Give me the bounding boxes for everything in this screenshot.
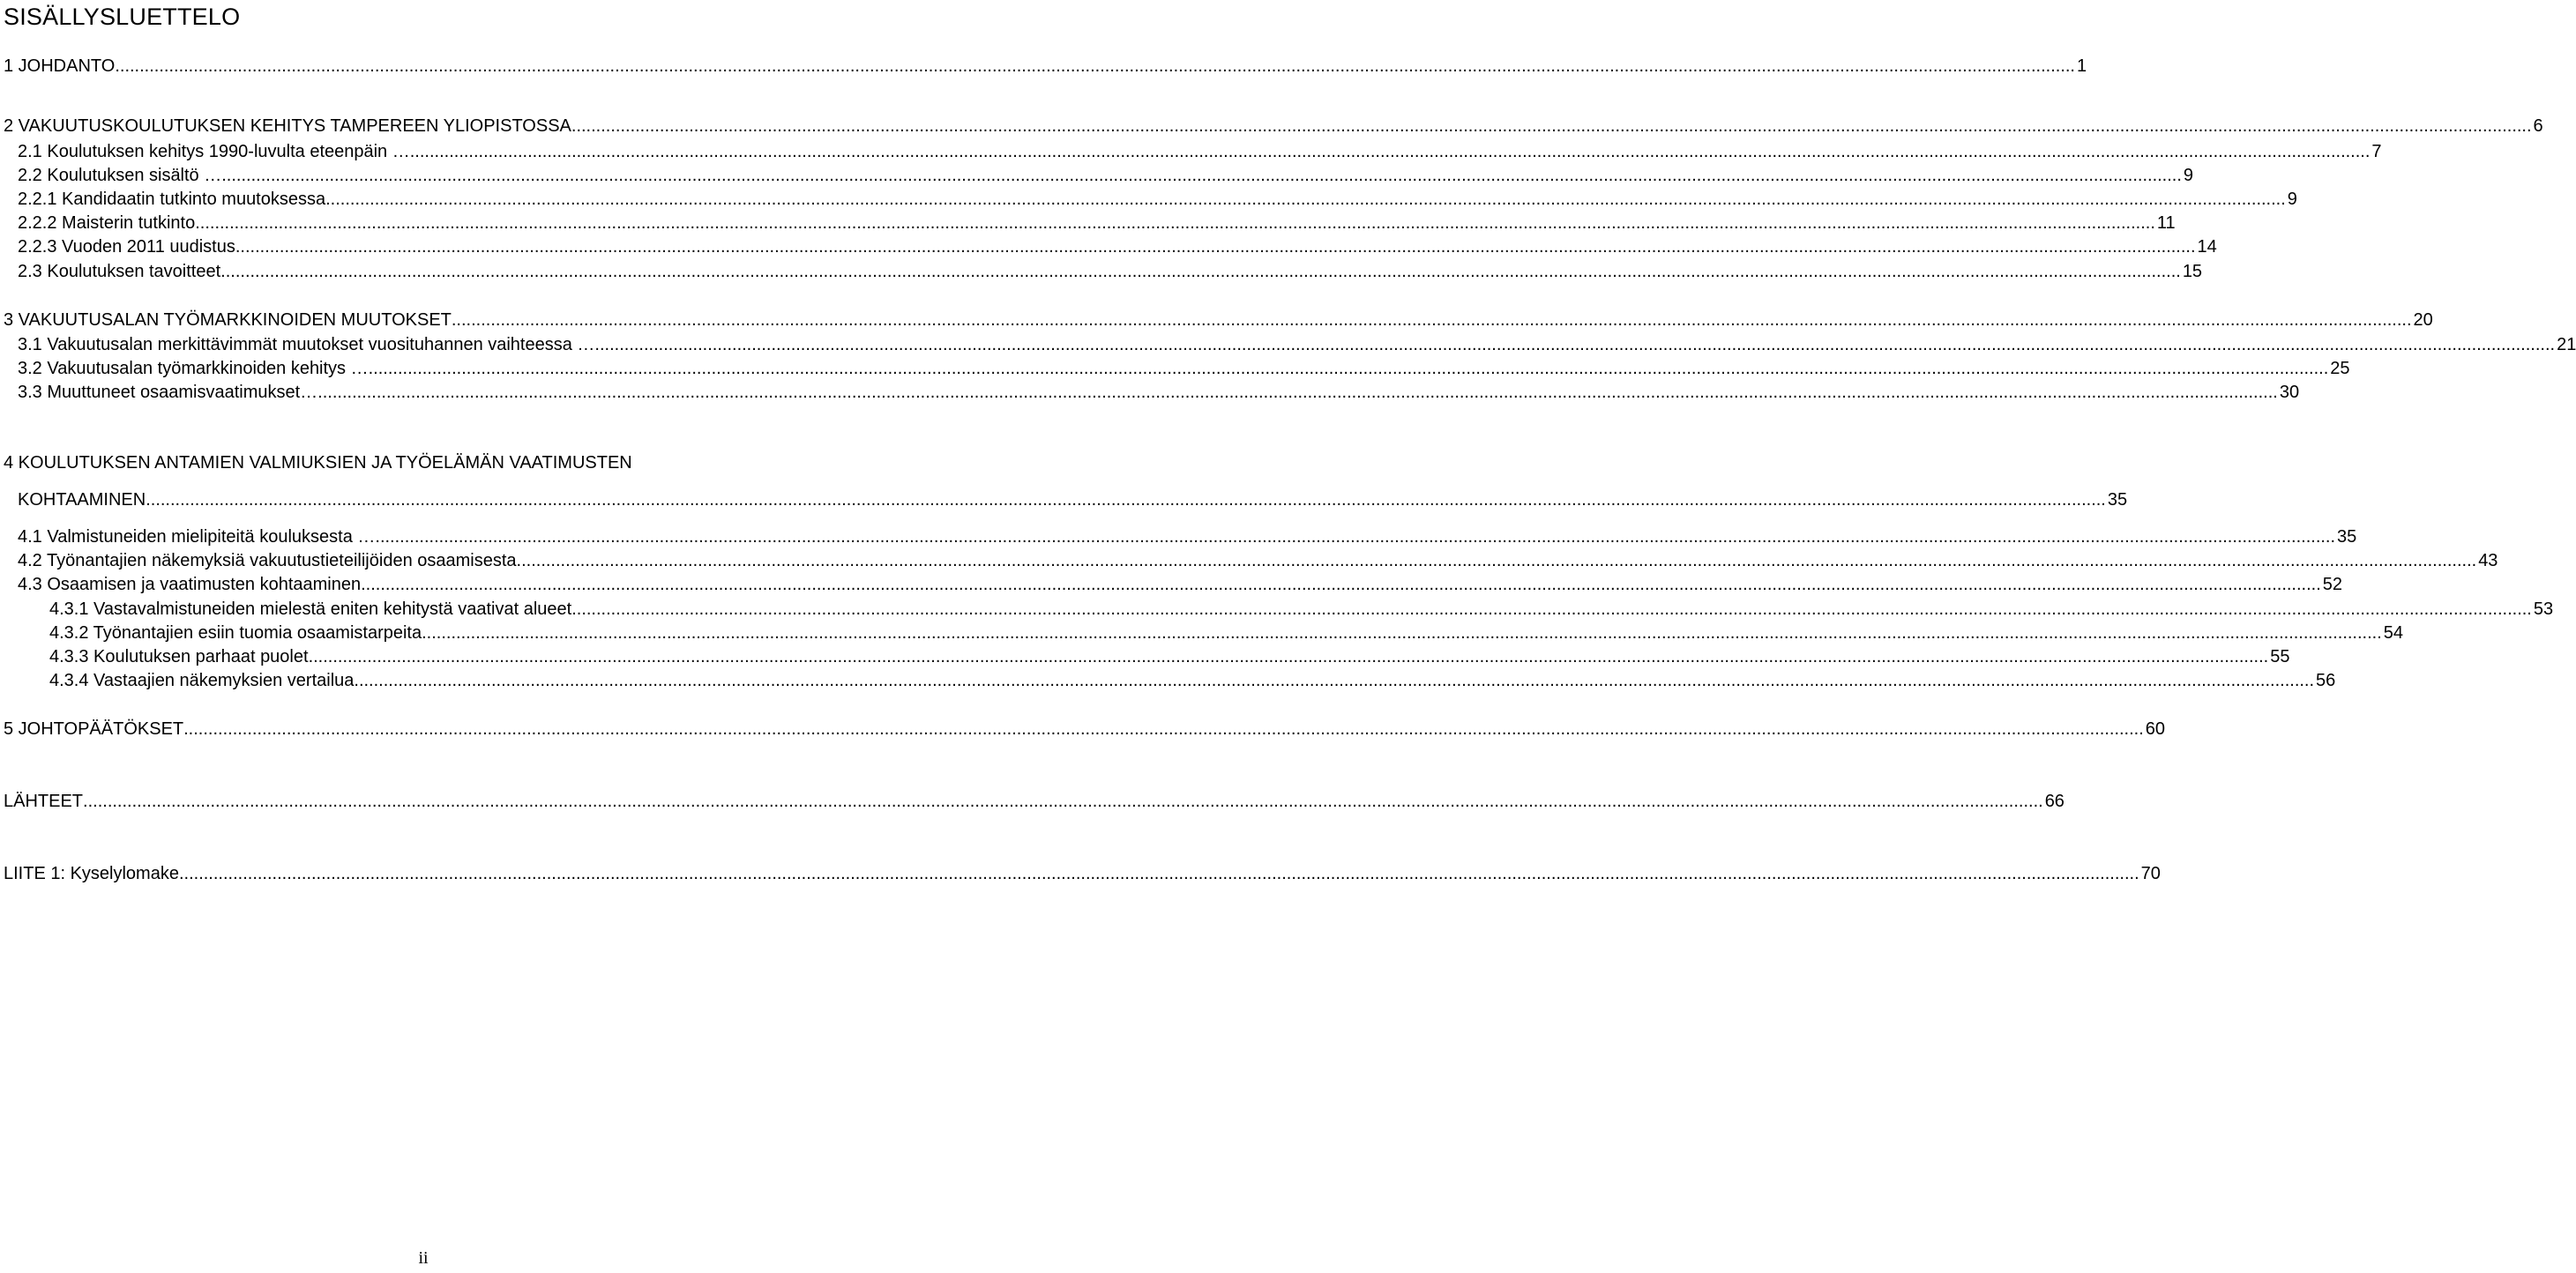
- toc-dot-leader: ................................................................................................................................................................................................................................................................................................................................................................................................................: [375, 527, 2336, 547]
- toc-entry-title: LIITE 1: Kyselylomake: [4, 864, 179, 883]
- toc-entry-page: 15: [2182, 262, 2203, 281]
- toc-entry: [18, 548, 2498, 573]
- toc-entry-title: 4.3.3 Koulutuksen parhaat puolet: [49, 647, 309, 666]
- toc-dot-leader: ................................................................................................................................................................................................................................................................................................................................................................................................................: [178, 864, 2139, 883]
- toc-entry-page: 9: [2183, 166, 2194, 185]
- toc-entry: [4, 861, 2161, 886]
- toc-dot-leader: ................................................................................................................................................................................................................................................................................................................................................................................................................: [183, 719, 2144, 739]
- toc-entry: [4, 450, 841, 475]
- toc-entry-title: 2.1 Koulutuksen kehitys 1990-luvulta eteenpäin …: [18, 142, 410, 161]
- toc-entry-title: 4.3 Osaamisen ja vaatimusten kohtaaminen: [18, 575, 362, 594]
- toc-entry: [18, 572, 2343, 597]
- toc-entry: [18, 187, 2297, 212]
- toc-dot-leader: ................................................................................................................................................................................................................................................................................................................................................................................................................: [221, 166, 2182, 185]
- toc-dot-leader: ................................................................................................................................................................................................................................................................................................................................................................................................................: [195, 213, 2155, 233]
- toc-dot-leader: ................................................................................................................................................................................................................................................................................................................................................................................................................: [317, 383, 2278, 402]
- page-number: ii: [418, 1248, 429, 1268]
- toc-entry-page: 35: [2337, 527, 2357, 547]
- toc-entry-page: 52: [2322, 575, 2343, 594]
- toc-entry-title: KOHTAAMINEN: [18, 490, 146, 510]
- toc-dot-leader: ................................................................................................................................................................................................................................................................................................................................................................................................................: [516, 551, 2477, 570]
- toc-entry: [4, 308, 2433, 332]
- toc-entry-title: 2.2.1 Kandidaatin tutkinto muutoksessa: [18, 190, 326, 209]
- toc-entry-page: 20: [2413, 310, 2433, 330]
- toc-dot-leader: ................................................................................................................................................................................................................................................................................................................................................................................................................: [451, 310, 2412, 330]
- toc-entry-title: 3 VAKUUTUSALAN TYÖMARKKINOIDEN MUUTOKSET: [4, 310, 452, 330]
- toc-dot-leader: ................................................................................................................................................................................................................................................................................................................................................................................................................: [146, 490, 2106, 510]
- toc-entry-page: 21: [2557, 335, 2576, 354]
- toc-entry: [4, 717, 2166, 741]
- toc-entry-title: 3.2 Vakuutusalan työmarkkinoiden kehitys …: [18, 359, 369, 378]
- toc-dot-leader: ................................................................................................................................................................................................................................................................................................................................................................................................................: [115, 56, 2075, 76]
- toc-entry-title: 2 VAKUUTUSKOULUTUKSEN KEHITYS TAMPEREEN YLIOPISTOSSA: [4, 116, 571, 136]
- toc-entry-title: 1 JOHDANTO: [4, 56, 116, 76]
- toc-entry: [4, 789, 2065, 814]
- toc-entry-title: 4.2 Työnantajien näkemyksiä vakuutustieteilijöiden osaamisesta: [18, 551, 517, 570]
- toc-entry: [4, 114, 2543, 138]
- toc-entry-title: 3.3 Muuttuneet osaamisvaatimukset…: [18, 383, 318, 402]
- toc-entry: [18, 380, 2300, 405]
- toc-dot-leader: ................................................................................................................................................................................................................................................................................................................................................................................................................: [422, 623, 2382, 643]
- toc-entry: [49, 644, 2290, 669]
- toc-entry-page: 60: [2145, 719, 2166, 739]
- toc-entry: [49, 621, 2404, 645]
- toc-dot-leader: ................................................................................................................................................................................................................................................................................................................................................................................................................: [368, 359, 2329, 378]
- toc-entry: [49, 597, 2554, 622]
- toc-dot-leader: ................................................................................................................................................................................................................................................................................................................................................................................................................: [220, 262, 2181, 281]
- toc-entry: [18, 332, 2576, 357]
- toc-dot-leader: ................................................................................................................................................................................................................................................................................................................................................................................................................: [361, 575, 2321, 594]
- toc-entry: [18, 139, 2382, 164]
- toc-dot-leader: ................................................................................................................................................................................................................................................................................................................................................................................................................: [325, 190, 2286, 209]
- toc-entry: [18, 234, 2217, 259]
- toc-entry: [18, 525, 2357, 549]
- toc-entry: [18, 259, 2203, 284]
- toc-entry-title: 2.2.3 Vuoden 2011 uudistus: [18, 237, 235, 257]
- toc-entry-title: 2.2.2 Maisterin tutkinto: [18, 213, 196, 233]
- toc-dot-leader: ................................................................................................................................................................................................................................................................................................................................................................................................................: [409, 142, 2371, 161]
- toc-entry: [18, 488, 2128, 512]
- toc-entry-title: 4 KOULUTUKSEN ANTAMIEN VALMIUKSIEN JA TYÖELÄMÄN VAATIMUSTEN: [4, 453, 632, 473]
- toc-entry-page: 7: [2371, 142, 2382, 161]
- toc-entry-page: 55: [2270, 647, 2290, 666]
- toc-entry-page: 66: [2044, 792, 2065, 811]
- toc-entry-page: 30: [2279, 383, 2300, 402]
- toc-entry-title: 4.3.2 Työnantajien esiin tuomia osaamistarpeita: [49, 623, 422, 643]
- toc-entry-page: 70: [2140, 864, 2161, 883]
- toc-entry-page: 11: [2156, 213, 2176, 233]
- toc-entry: [18, 211, 2176, 235]
- toc-entry-title: LÄHTEET: [4, 792, 84, 811]
- toc-entry-page: 54: [2383, 623, 2404, 643]
- toc-entry-title: 3.1 Vakuutusalan merkittävimmät muutokset vuosituhannen vaihteessa …: [18, 335, 595, 354]
- toc-entry: [18, 163, 2194, 188]
- toc-dot-leader: ................................................................................................................................................................................................................................................................................................................................................................................................................: [83, 792, 2043, 811]
- toc-dot-leader: ................................................................................................................................................................................................................................................................................................................................................................................................................: [354, 671, 2315, 690]
- toc-entry: [49, 668, 2336, 693]
- toc-entry: [18, 356, 2350, 381]
- toc-entry-page: 35: [2107, 490, 2128, 510]
- toc-entry-title: 4.3.4 Vastaajien näkemyksien vertailua: [49, 671, 355, 690]
- toc-entry-page: 25: [2330, 359, 2350, 378]
- toc-entry-title: 2.3 Koulutuksen tavoitteet: [18, 262, 221, 281]
- toc-entry-title: 4.3.1 Vastavalmistuneiden mielestä eniten kehitystä vaativat alueet: [49, 599, 572, 619]
- toc-dot-leader: ................................................................................................................................................................................................................................................................................................................................................................................................................: [571, 599, 2532, 619]
- toc-dot-leader: ................................................................................................................................................................................................................................................................................................................................................................................................................: [235, 237, 2196, 257]
- toc-entry-title: 5 JOHTOPÄÄTÖKSET: [4, 719, 184, 739]
- toc-entry-page: 56: [2316, 671, 2336, 690]
- toc-entry-title: 4.1 Valmistuneiden mielipiteitä kouluksesta …: [18, 527, 376, 547]
- toc-entry-page: 53: [2533, 599, 2554, 619]
- toc-entry-page: 1: [2076, 56, 2087, 76]
- toc-entry-page: 43: [2478, 551, 2498, 570]
- toc-heading: SISÄLLYSLUETTELO: [4, 4, 241, 30]
- toc-dot-leader: ................................................................................................................................................................................................................................................................................................................................................................................................................: [594, 335, 2556, 354]
- toc-entry-page: 14: [2197, 237, 2217, 257]
- toc-entry-title: 2.2 Koulutuksen sisältö …: [18, 166, 222, 185]
- toc-dot-leader: ................................................................................................................................................................................................................................................................................................................................................................................................................: [308, 647, 2269, 666]
- toc-entry-page: 6: [2533, 116, 2543, 136]
- toc-entry: [4, 54, 2087, 78]
- toc-dot-leader: ................................................................................................................................................................................................................................................................................................................................................................................................................: [571, 116, 2532, 136]
- toc-entry-page: 9: [2287, 190, 2297, 209]
